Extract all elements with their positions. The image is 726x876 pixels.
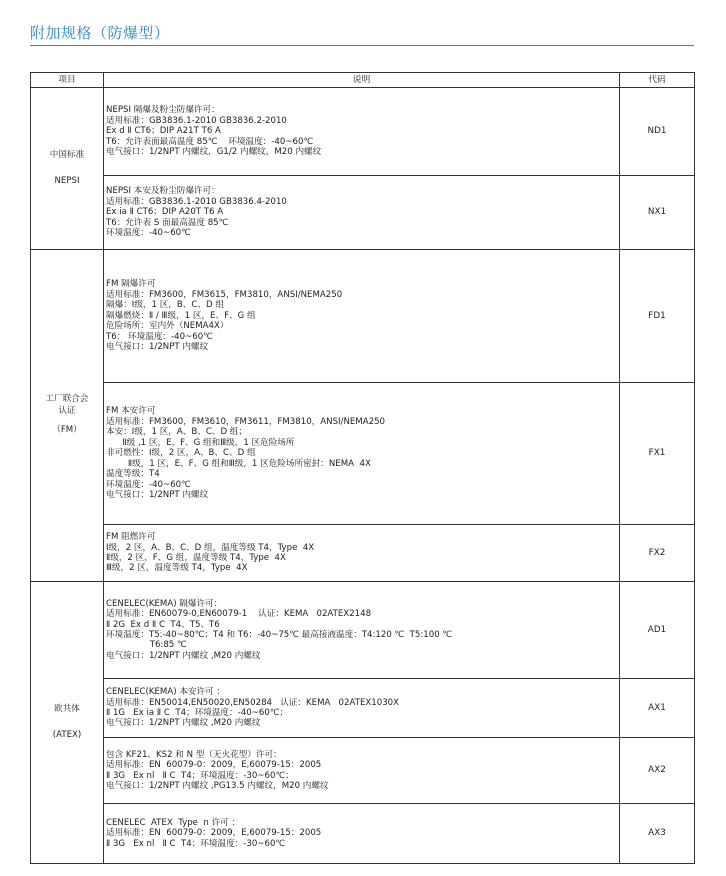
- description-line: T6： 环境温度：-40~60℃: [106, 331, 213, 342]
- header-code: 代码: [620, 73, 695, 88]
- table-row: [31, 582, 695, 679]
- category-label: 欧共体: [54, 703, 80, 714]
- description-line: 电气接口：1/2NPT 内螺纹 ,M20 内螺纹: [106, 650, 261, 661]
- page-title: 附加规格（防爆型）: [30, 24, 170, 42]
- code-cell: NX1: [620, 176, 695, 250]
- header-item: 项目: [31, 73, 104, 88]
- description-line: Ⅱ级 ,1 区，E、F、G 组和Ⅲ级，1 区危险场所: [106, 437, 295, 448]
- code-cell: AD1: [620, 582, 695, 679]
- description-line: 本安：Ⅰ级，1 区，A、B、C、D 组；: [106, 427, 247, 438]
- description-line: 非可燃性：Ⅰ级，2 区，A、B、C、D 组: [106, 448, 256, 459]
- description-line: 适用标准：EN50014,EN50020,EN50284 认证：KEMA 02ATEX1030X: [106, 697, 400, 708]
- description-cell: [104, 88, 620, 176]
- description-line: NEPSI 隔爆及粉尘防爆许可：: [106, 105, 220, 116]
- header-row: [31, 73, 695, 88]
- description-line: CENELEC(KEMA) 隔爆许可：: [106, 598, 223, 609]
- description-line: Ⅲ级，2 区，温度等级 T4，Type 4X: [106, 563, 248, 574]
- description-cell: [104, 804, 620, 864]
- code-cell: FX2: [620, 525, 695, 582]
- description-line: 适用标准：FM3600，FM3615，FM3810，ANSI/NEMA250: [106, 289, 343, 300]
- description-line: T6：允许表 S 面最高温度 85℃: [106, 217, 229, 228]
- description-line: NEPSI 本安及粉尘防爆许可：: [106, 186, 220, 197]
- category-cell: [31, 88, 104, 250]
- description-line: Ⅱ级，2 区，F、G 组，温度等级 T4，Type 4X: [106, 553, 286, 563]
- category-cell: [31, 582, 104, 864]
- table-row: [31, 804, 695, 864]
- description-cell: [104, 679, 620, 738]
- description-line: FM 本安许可: [106, 406, 156, 417]
- table-row: [31, 88, 695, 176]
- description-cell: [104, 383, 620, 525]
- category-label: (ATEX): [52, 729, 82, 740]
- description-line: Ⅱ级，1 区，E、F、G 组和Ⅲ级，1 区危险场所密封：NEMA 4X: [106, 458, 371, 469]
- table-row: [31, 176, 695, 250]
- code-cell: FD1: [620, 250, 695, 383]
- description-line: 电气接口：1/2NPT 内螺纹: [106, 490, 209, 501]
- category-label: （FM）: [52, 425, 82, 436]
- category-label: NEPSI: [54, 175, 80, 186]
- description-line: CENELEC(KEMA) 本安许可 ：: [106, 687, 226, 698]
- category-label: 认证: [58, 405, 76, 416]
- description-line: 适用标准：GB3836.1-2010 GB3836.2-2010: [106, 115, 287, 126]
- code-cell: AX2: [620, 738, 695, 804]
- description-line: 隔爆：Ⅰ级，1 区，B、C、D 组: [106, 300, 224, 311]
- description-line: Ⅰ级，2 区，A、B、C、D 组，温度等级 T4，Type 4X: [106, 542, 315, 553]
- table-row: [31, 383, 695, 525]
- description-line: 适用标准：EN 60079-0：2009，E,60079-15：2005: [106, 828, 322, 839]
- description-cell: [104, 525, 620, 582]
- description-line: 电气接口：1/2NPT 内螺纹 ,PG13.5 内螺纹，M20 内螺纹: [106, 780, 329, 791]
- code-cell: AX1: [620, 679, 695, 738]
- description-cell: [104, 738, 620, 804]
- description-line: 适用标准：GB3836.1-2010 GB3836.4-2010: [106, 196, 287, 207]
- code-cell: ND1: [620, 88, 695, 176]
- description-line: Ⅱ 1G Ex ia Ⅱ C T4；环境温度：-40~60℃；: [106, 708, 289, 718]
- table-row: [31, 250, 695, 383]
- description-line: CENELEC ATEX Type n 许可 ：: [106, 817, 241, 828]
- header-desc: 说明: [104, 73, 620, 88]
- category-label: 工厂联合会: [45, 394, 89, 405]
- description-line: 电气接口：1/2NPT 内螺纹，G1/2 内螺纹，M20 内螺纹: [106, 147, 322, 158]
- description-line: 温度等级：T4: [106, 469, 160, 480]
- description-line: 适用标准：EN60079-0,EN60079-1 认证：KEMA 02ATEX2148: [106, 609, 372, 620]
- description-line: Ⅱ 2G Ex d Ⅱ C T4、T5、T6: [106, 619, 220, 630]
- category-label: 中国标准: [49, 149, 85, 160]
- table-row: [31, 679, 695, 738]
- description-line: 环境温度：T5:-40~80℃；T4 和 T6：-40~75℃ 最高接液温度：T4:120 ℃ T5:100 ℃: [106, 630, 453, 640]
- title-underline: [30, 45, 694, 46]
- description-line: Ex d Ⅱ CT6；DIP A21T T6 A: [106, 126, 221, 137]
- description-cell: [104, 250, 620, 383]
- spec-table: [30, 72, 695, 864]
- table-row: [31, 525, 695, 582]
- description-line: Ⅱ 3G Ex nl Ⅱ C T4；环境温度：-30~60℃: [106, 838, 286, 849]
- description-line: T6:85 ℃: [106, 640, 187, 651]
- description-line: 环境温度：-40~60℃: [106, 228, 191, 239]
- table-row: [31, 738, 695, 804]
- description-line: FM 隔爆许可: [106, 279, 156, 290]
- code-cell: AX3: [620, 804, 695, 864]
- description-line: T6：允许表面最高温度 85℃ 环境温度：-40~60℃: [106, 136, 314, 147]
- description-line: FM 阻燃许可: [106, 532, 156, 543]
- description-line: 包含 KF21、KS2 和 N 型（无火花型）许可：: [106, 749, 282, 760]
- description-cell: [104, 176, 620, 250]
- description-line: 危险场所：室内外（NEMA4X）: [106, 321, 229, 332]
- description-line: Ex ia Ⅱ CT6；DIP A20T T6 A: [106, 207, 224, 218]
- description-cell: [104, 582, 620, 679]
- description-line: 适用标准：EN 60079-0：2009，E,60079-15：2005: [106, 760, 322, 771]
- description-line: 隔爆燃烧：Ⅱ / Ⅲ级，1 区，E、F、G 组: [106, 310, 256, 321]
- description-line: Ⅱ 3G Ex nl Ⅱ C T4；环境温度：-30~60℃；: [106, 770, 294, 781]
- description-line: 适用标准：FM3600，FM3610，FM3611，FM3810，ANSI/NEMA250: [106, 416, 386, 427]
- description-line: 电气接口：1/2NPT 内螺纹: [106, 342, 209, 353]
- category-cell: [31, 250, 104, 582]
- description-line: 电气接口：1/2NPT 内螺纹 ,M20 内螺纹: [106, 718, 261, 729]
- code-cell: FX1: [620, 383, 695, 525]
- description-line: 环境温度：-40~60℃: [106, 479, 191, 490]
